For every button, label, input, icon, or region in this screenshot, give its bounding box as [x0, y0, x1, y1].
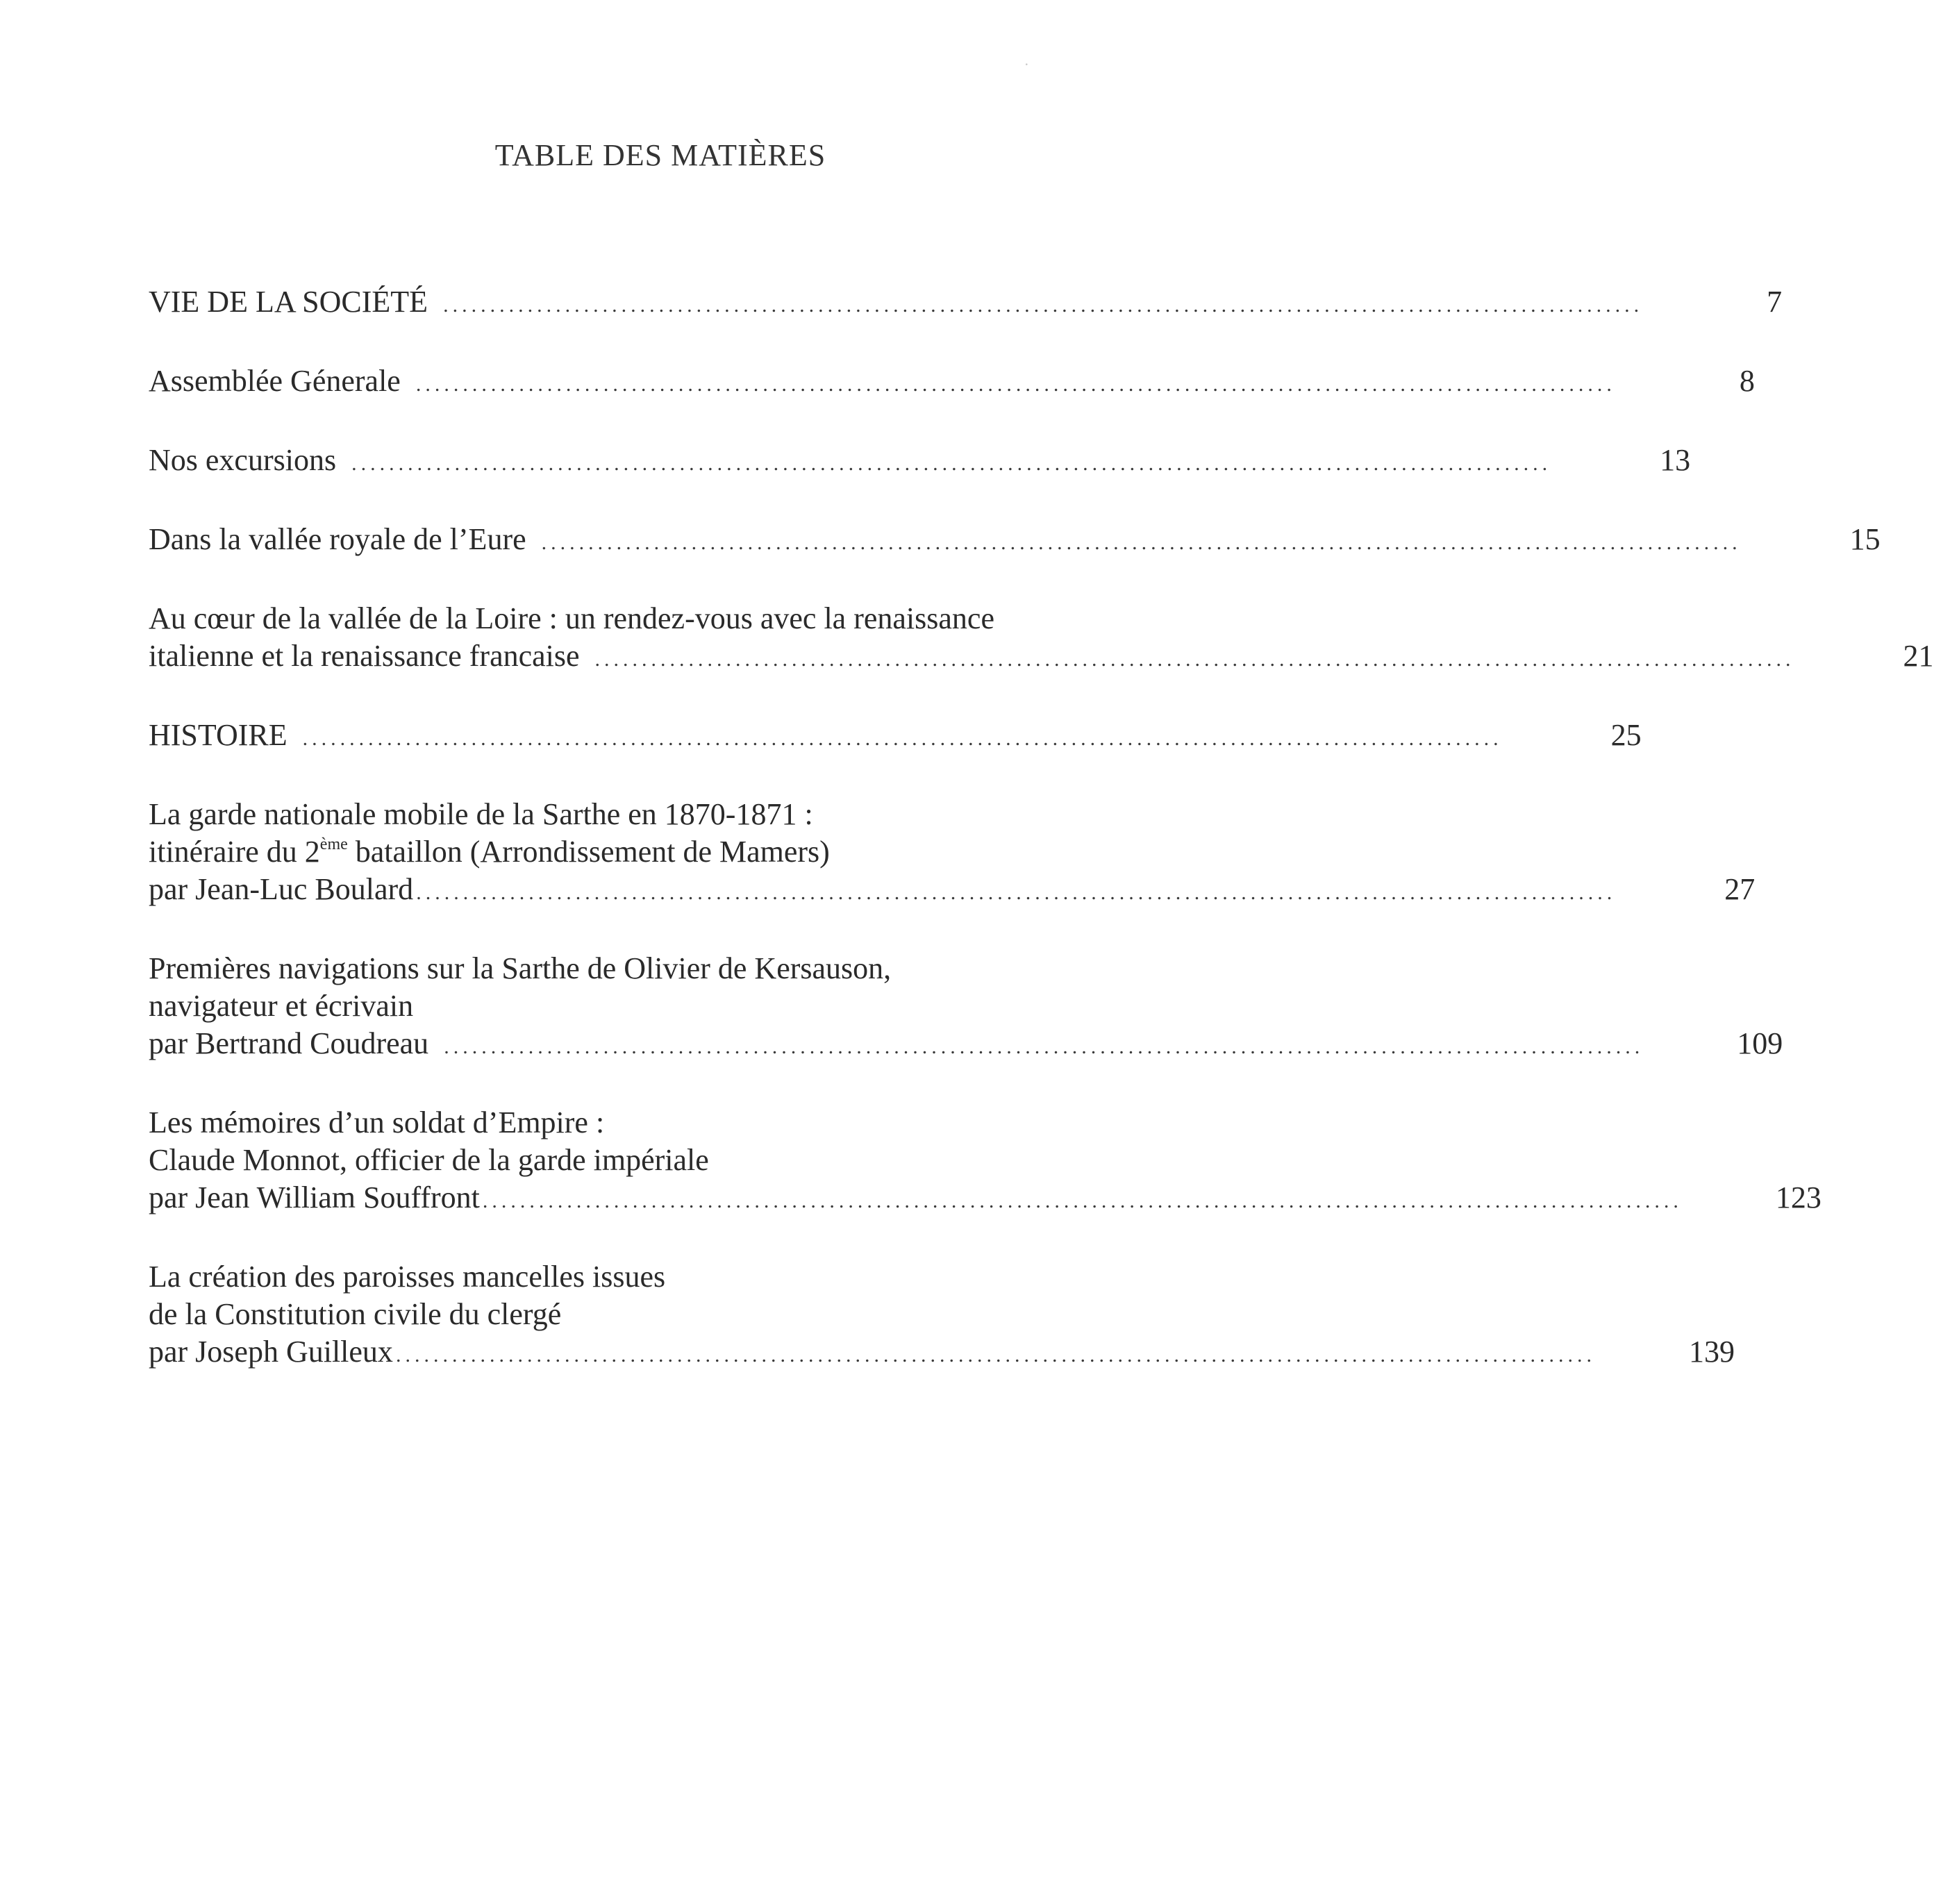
page-number: 13	[1660, 443, 1691, 477]
entry-author: par Joseph Guilleux	[149, 1335, 393, 1369]
line-text: bataillon (Arrondissement de Mamers)	[347, 835, 830, 869]
toc-entry	[149, 442, 1691, 483]
dot-leader: ................................................................................................................................	[302, 727, 1503, 750]
page-number: 21	[1903, 639, 1934, 673]
page-number: 15	[1849, 522, 1881, 556]
dot-leader: ................................................................................................................................	[443, 294, 1644, 317]
page-title: TABLE DES MATIÈRES	[494, 138, 826, 172]
entry-title: Nos excursions	[149, 443, 337, 477]
toc-entry	[149, 796, 1756, 912]
dot-leader: ................................................................................................................................	[351, 452, 1552, 475]
entry-title: VIE DE LA SOCIÉTÉ	[149, 285, 428, 319]
page-number: 8	[1739, 364, 1755, 398]
toc-entry	[149, 1258, 1735, 1374]
dot-leader: ................................................................................................................................	[416, 881, 1617, 904]
dot-leader: ................................................................................................................................	[541, 531, 1742, 554]
page-number: 109	[1737, 1026, 1783, 1060]
dot-leader: ................................................................................................................................	[594, 648, 1795, 671]
line-text: itinéraire du 2	[149, 835, 320, 869]
scan-speck: ·	[1024, 56, 1029, 73]
table-of-contents	[149, 283, 1934, 1412]
dot-leader: ................................................................................................................................	[444, 1035, 1644, 1058]
entry-title-line: navigateur et écrivain	[149, 989, 414, 1023]
dot-leader: ................................................................................................................................	[395, 1344, 1596, 1367]
dot-leader: ................................................................................................................................	[415, 373, 1616, 396]
entry-title-line: Au cœur de la vallée de la Loire : un rendez-vous avec la renaissance	[149, 601, 994, 635]
entry-title-line: Claude Monnot, officier de la garde impériale	[149, 1143, 709, 1177]
entry-title-line	[149, 833, 1190, 871]
entry-title-line: Premières navigations sur la Sarthe de Olivier de Kersauson,	[149, 951, 892, 985]
page-number: 123	[1775, 1180, 1822, 1214]
page-number: 27	[1724, 872, 1756, 906]
dot-leader: ................................................................................................................................	[482, 1189, 1683, 1212]
entry-title: italienne et la renaissance francaise	[149, 639, 580, 673]
entry-author: par Jean-Luc Boulard	[149, 872, 414, 906]
page-number: 7	[1767, 285, 1783, 319]
toc-entry	[149, 600, 1934, 678]
toc-entry	[149, 950, 1783, 1066]
entry-author: par Jean William Souffront	[149, 1180, 480, 1214]
toc-entry	[149, 521, 1881, 562]
page-number: 139	[1688, 1335, 1735, 1369]
toc-entry	[149, 283, 1783, 324]
toc-entry	[149, 1104, 1822, 1220]
entry-title-line: La garde nationale mobile de la Sarthe en 1870-1871 :	[149, 797, 813, 831]
entry-title: HISTOIRE	[149, 718, 287, 752]
entry-title-line: Les mémoires d’un soldat d’Empire :	[149, 1105, 605, 1139]
entry-title: Dans la vallée royale de l’Eure	[149, 522, 526, 556]
entry-title-line: de la Constitution civile du clergé	[149, 1297, 562, 1331]
page-number: 25	[1610, 718, 1642, 752]
toc-entry	[149, 362, 1755, 403]
entry-title: Assemblée Génerale	[149, 364, 401, 398]
toc-entry	[149, 717, 1642, 758]
superscript: ème	[319, 835, 348, 853]
entry-title-line: La création des paroisses mancelles issues	[149, 1260, 666, 1294]
entry-author: par Bertrand Coudreau	[149, 1026, 429, 1060]
